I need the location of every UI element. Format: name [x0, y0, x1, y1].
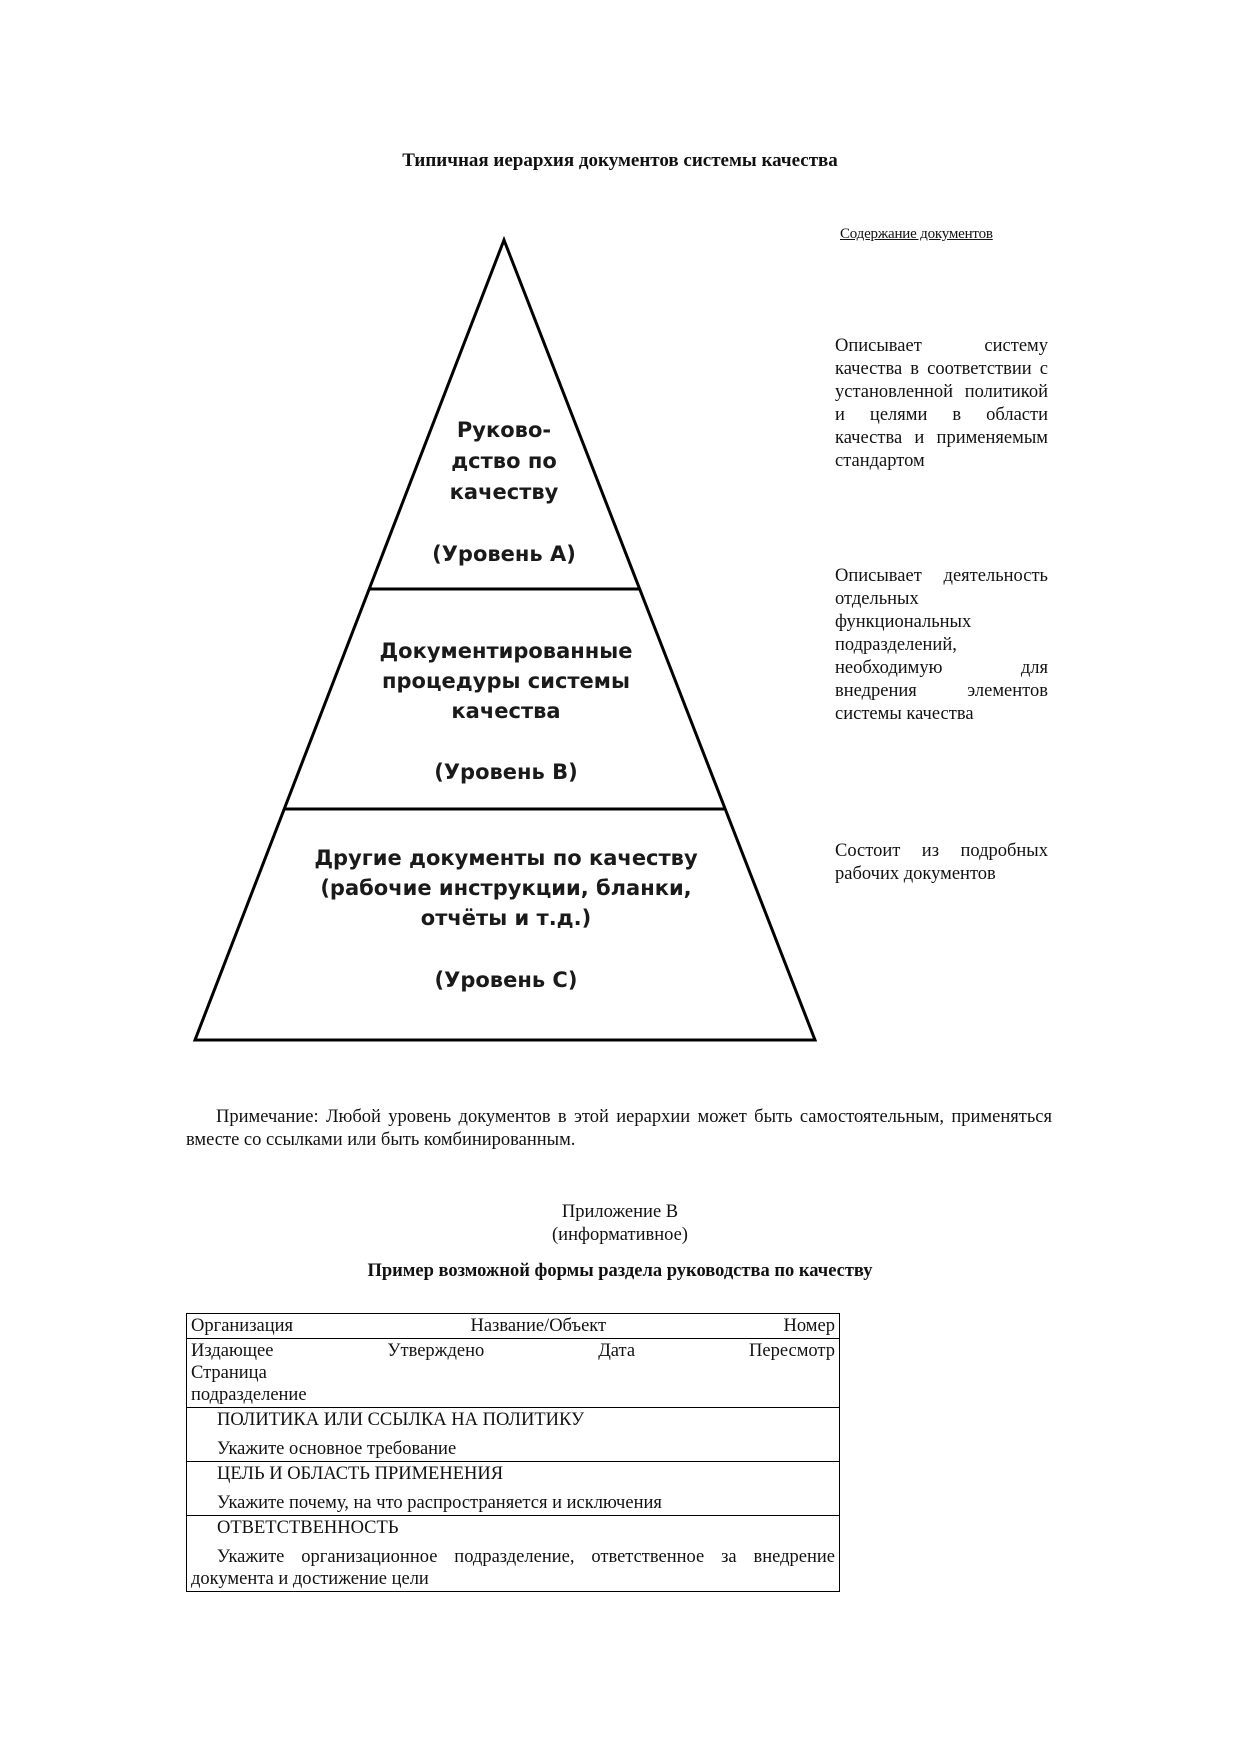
quality-documents-pyramid — [180, 225, 820, 1055]
level-a-line-1: Руково- — [456, 418, 552, 442]
appendix-title: Пример возможной формы раздела руководства по качеству — [367, 1261, 873, 1281]
section-text: Укажите основное требование — [217, 1439, 457, 1459]
level-c-description: Состоит из подробных рабочих документов — [835, 841, 1048, 884]
level-c-line-1: Другие документы по качеству — [314, 846, 698, 870]
number-label: Номер — [783, 1316, 835, 1336]
section-title: ЦЕЛЬ И ОБЛАСТЬ ПРИМЕНЕНИЯ — [217, 1464, 504, 1484]
section-title: ОТВЕТСТВЕННОСТЬ — [217, 1518, 399, 1538]
appendix-label: Приложение В — [561, 1202, 679, 1222]
level-c-line-3: отчёты и т.д.) — [420, 906, 592, 930]
level-b-line-3: качества — [451, 699, 561, 723]
level-c-line-2: (рабочие инструкции, бланки, — [320, 876, 692, 900]
section-text: Укажите почему, на что распространяется и исключения — [217, 1493, 662, 1513]
note-paragraph: Примечание: Любой уровень документов в этой иерархии может быть самостоятельным, применяться вместе со ссылками или быть комбинированным. — [186, 1107, 1052, 1150]
appendix-header — [0, 1201, 1240, 1247]
section-purpose-scope — [187, 1462, 840, 1516]
level-c-label: (Уровень C) — [434, 968, 578, 992]
department-label: подразделение — [191, 1385, 307, 1405]
header-row-2 — [187, 1339, 840, 1408]
level-a-line-2: дство по — [451, 449, 557, 473]
section-text: Укажите организационное подразделение, ответственное за внедрение документа и достижение цели — [191, 1547, 835, 1589]
approved-label: Утверждено — [387, 1341, 485, 1361]
date-label: Дата — [598, 1341, 636, 1361]
table-row — [187, 1408, 840, 1462]
appendix-type: (информативное) — [552, 1225, 688, 1245]
level-a-label: (Уровень A) — [432, 542, 576, 566]
table-row — [187, 1314, 840, 1339]
level-b-description: Описывает деятельность отдельных функциональных подразделений, необходимую для внедрения элементов системы качества — [835, 566, 1048, 724]
level-a-description: Описывает систему качества в соответствии с установленной политикой и целями в области качества и применяемым стандартом — [835, 336, 1048, 471]
level-a-line-3: качеству — [449, 480, 559, 504]
contents-heading: Содержание документов — [840, 226, 993, 242]
level-b-line-2: процедуры системы — [382, 669, 630, 693]
table-row — [187, 1516, 840, 1592]
page-label: Страница — [191, 1363, 267, 1383]
document-title: Типичная иерархия документов системы качества — [402, 150, 838, 171]
level-b-line-1: Документированные — [379, 639, 633, 663]
table-row — [187, 1462, 840, 1516]
title-object-label: Название/Объект — [470, 1316, 607, 1336]
header-row-1 — [187, 1314, 840, 1339]
quality-manual-form-table — [186, 1313, 840, 1592]
section-policy — [187, 1408, 840, 1462]
table-row — [187, 1339, 840, 1408]
organization-label: Организация — [191, 1316, 294, 1336]
section-title: ПОЛИТИКА ИЛИ ССЫЛКА НА ПОЛИТИКУ — [217, 1410, 585, 1430]
level-b-label: (Уровень B) — [434, 760, 578, 784]
revision-label: Пересмотр — [749, 1341, 835, 1361]
section-responsibility — [187, 1516, 840, 1592]
issuing-label: Издающее — [191, 1341, 274, 1361]
